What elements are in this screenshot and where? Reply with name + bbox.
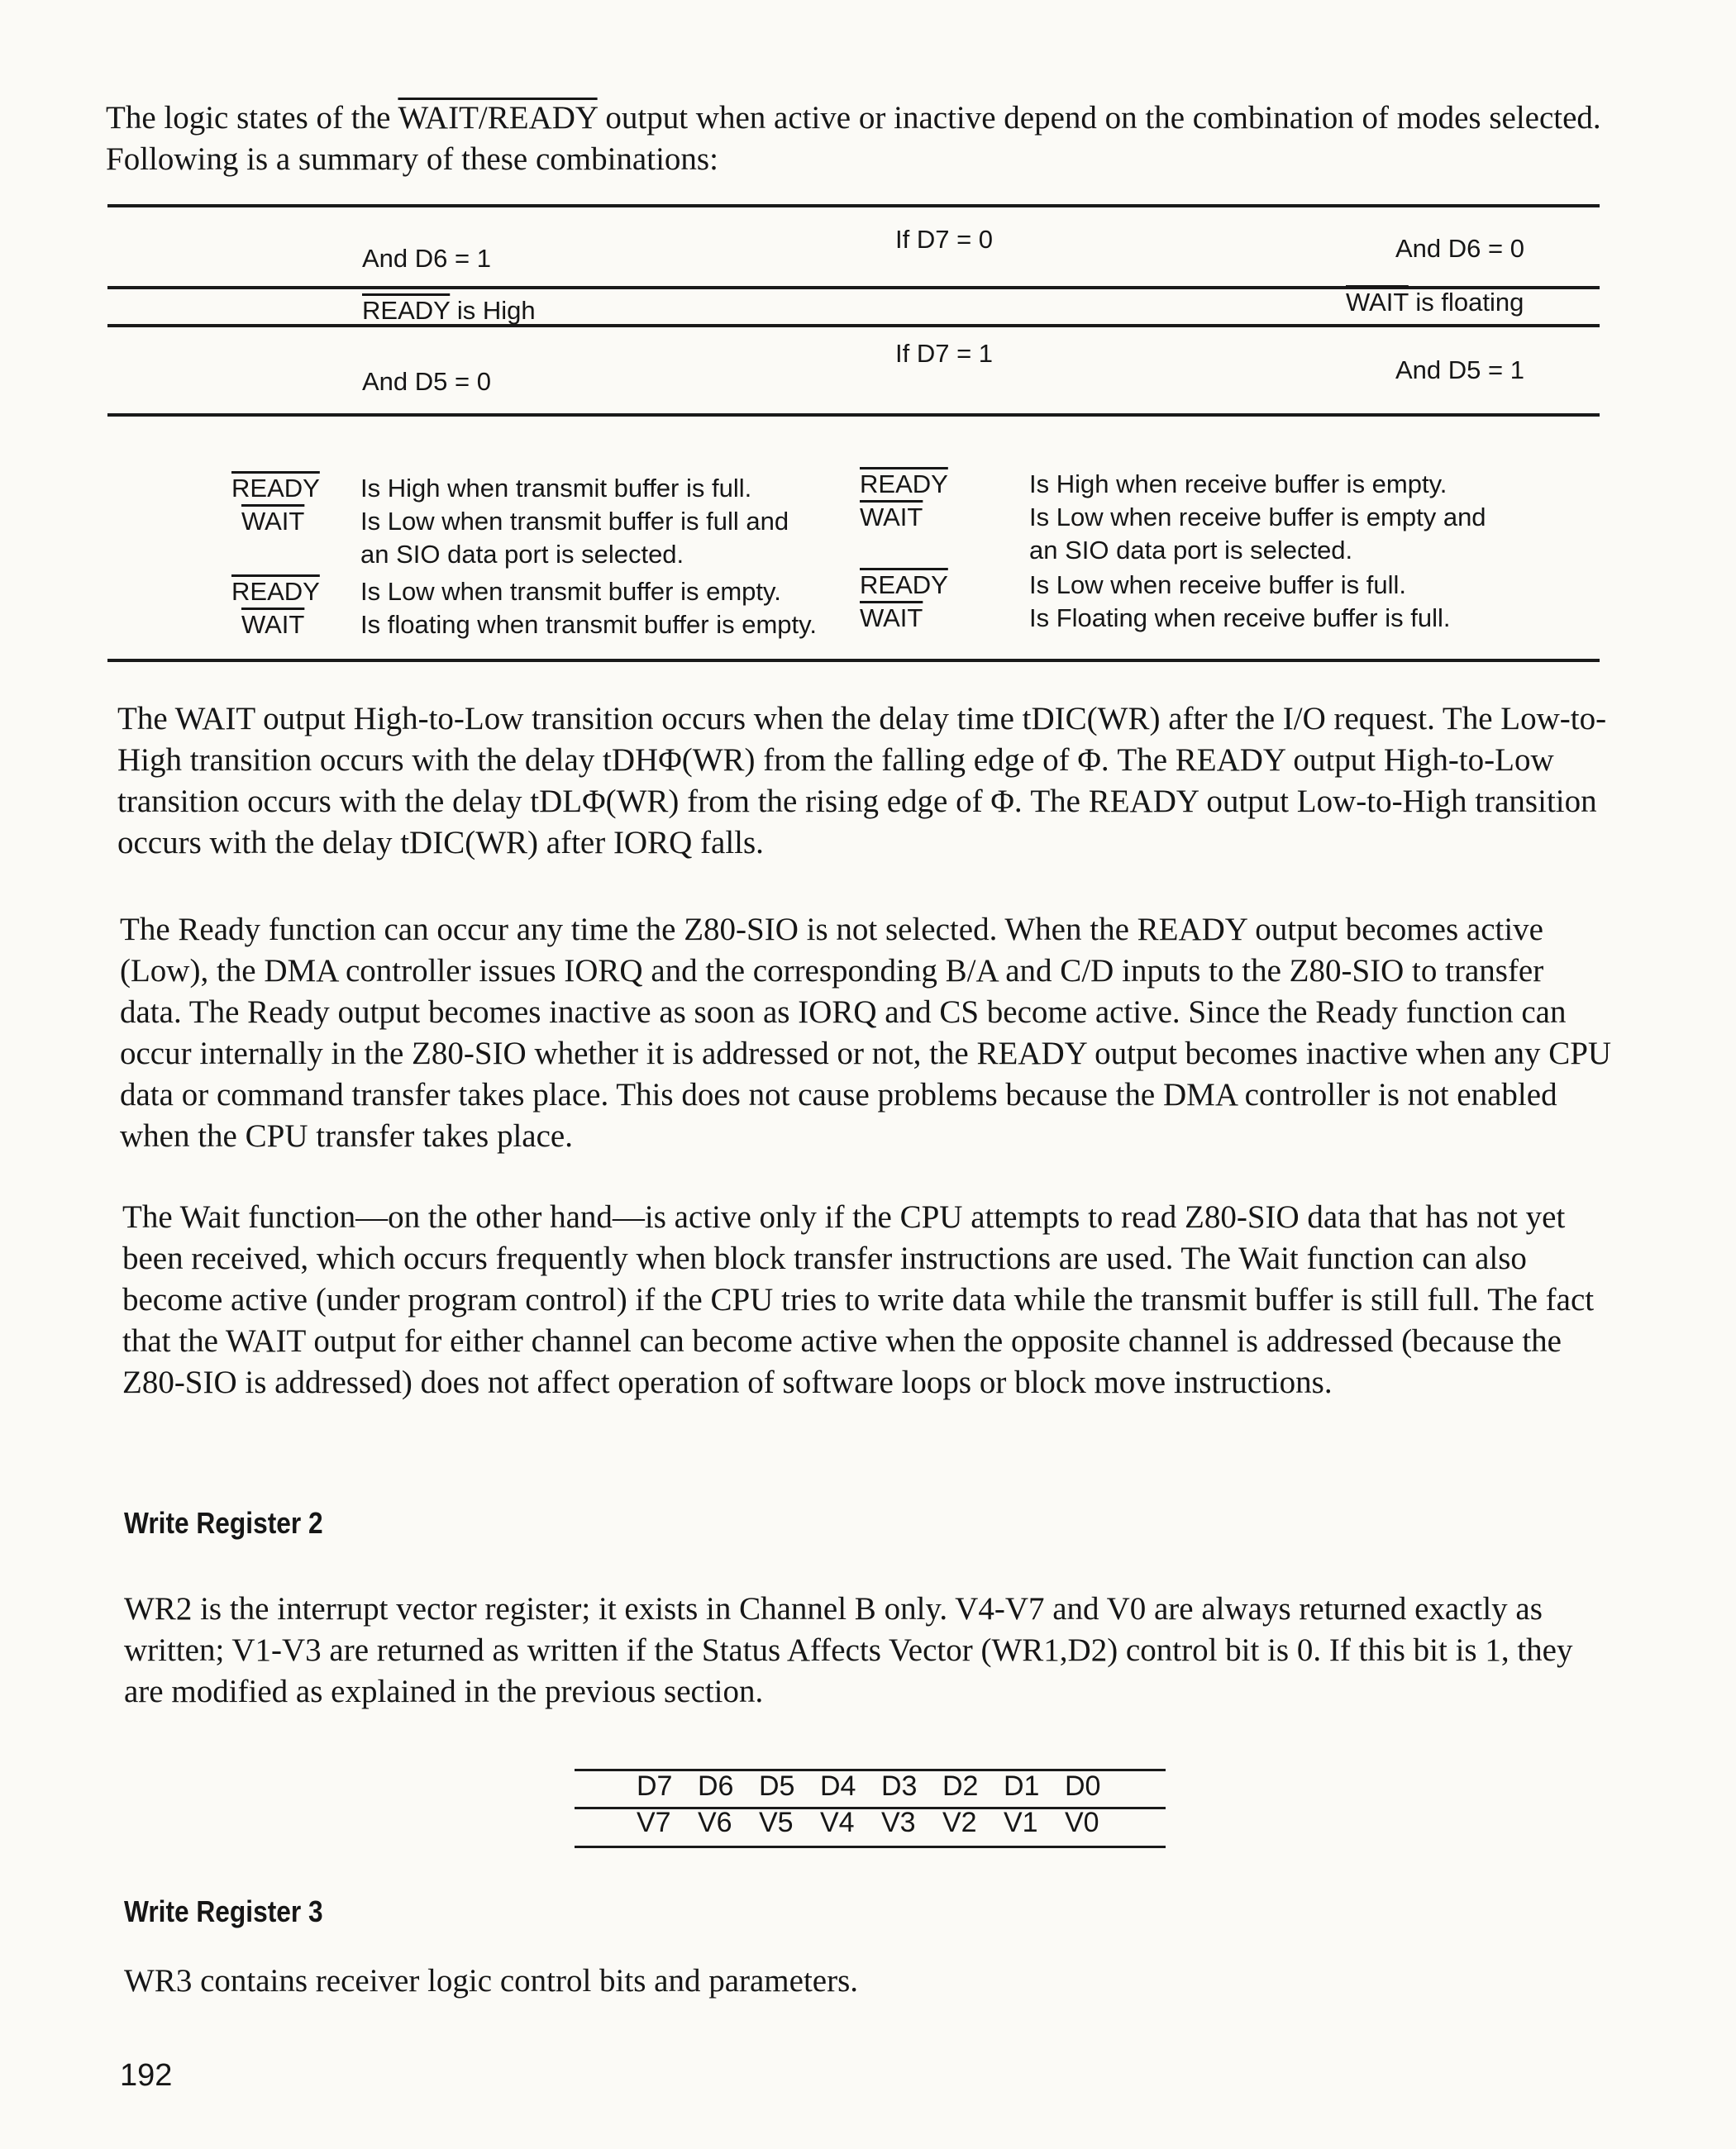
bit-d0: D0 bbox=[1065, 1770, 1101, 1802]
bits-bottom-rule bbox=[575, 1846, 1166, 1848]
bits-v-row bbox=[637, 1807, 1126, 1839]
bit-v6: V6 bbox=[698, 1807, 732, 1838]
right-signal-1: READY bbox=[860, 469, 948, 498]
paragraph-wait-function: The Wait function—on the other hand—is active only if the CPU attempts to read Z80-SIO data that has not yet been received, which occurs frequently when block transfer instructions are used. The Wait function can also become active (under program control) if the CPU tries to write data while the transmit buffer is still full. The fact that the WAIT output for either channel can become active when the opposite channel is addressed (because the Z80-SIO is addressed) does not affect operation of software loops or block move instructions. bbox=[122, 1199, 1595, 1400]
right-text-5: Is Floating when receive buffer is full. bbox=[1029, 603, 1451, 632]
paragraph-wait-transition: The WAIT output High-to-Low transition occurs when the delay time tDIC(WR) after the I/O request. The Low-to-High transition occurs with the delay tDHΦ(WR) from the falling edge of Φ. The READY output High-to-Low transition occurs with the delay tDLΦ(WR) from the rising edge of Φ. The READY output Low-to-High transition occurs with the delay tDIC(WR) after IORQ falls. bbox=[117, 701, 1607, 860]
bit-d7: D7 bbox=[637, 1770, 673, 1802]
right-text-3: an SIO data port is selected. bbox=[1029, 536, 1353, 565]
left-text-2: Is Low when transmit buffer is full and bbox=[360, 507, 789, 536]
right-text-4: Is Low when receive buffer is full. bbox=[1029, 570, 1407, 599]
left-signal-4: READY bbox=[231, 577, 320, 606]
paragraph-wr3: WR3 contains receiver logic control bits and parameters. bbox=[124, 1963, 859, 1999]
left-signal-1: READY bbox=[231, 474, 320, 503]
cond-d7-0: If D7 = 0 bbox=[895, 225, 994, 254]
left-text-4: Is Low when transmit buffer is empty. bbox=[360, 577, 781, 606]
table-rule-4 bbox=[107, 413, 1600, 417]
bit-v7: V7 bbox=[637, 1807, 671, 1838]
cond-d5-0: And D5 = 0 bbox=[362, 367, 491, 396]
cond-d6-1: And D6 = 1 bbox=[362, 244, 491, 273]
cond-d7-1: If D7 = 1 bbox=[895, 339, 994, 368]
wait-is-floating-text: is floating bbox=[1408, 288, 1524, 317]
bit-v2: V2 bbox=[942, 1807, 977, 1838]
table-rule-3 bbox=[107, 324, 1600, 327]
bit-v1: V1 bbox=[1004, 1807, 1038, 1838]
bit-d1: D1 bbox=[1004, 1770, 1040, 1802]
intro-paragraph bbox=[106, 98, 1619, 180]
left-text-1: Is High when transmit buffer is full. bbox=[360, 474, 752, 503]
left-text-5: Is floating when transmit buffer is empty. bbox=[360, 610, 817, 639]
intro-after: output when active or inactive depend on the combination of modes selected. Following is a summary of these combinations: bbox=[106, 100, 1601, 177]
cond-d6-0: And D6 = 0 bbox=[1395, 234, 1524, 263]
bit-d4: D4 bbox=[820, 1770, 856, 1802]
ready-is-high-text: is High bbox=[450, 296, 536, 325]
bit-v5: V5 bbox=[759, 1807, 794, 1838]
wait-signal: WAIT bbox=[1346, 288, 1409, 317]
wait-ready-signal: WAIT/READY bbox=[398, 100, 598, 136]
right-text-1: Is High when receive buffer is empty. bbox=[1029, 469, 1447, 498]
bit-d3: D3 bbox=[881, 1770, 918, 1802]
page-number: 192 bbox=[120, 2058, 173, 2093]
left-signal-2: WAIT bbox=[241, 507, 305, 536]
paragraph-ready-function: The Ready function can occur any time the Z80-SIO is not selected. When the READY output becomes active (Low), the DMA controller issues IORQ and the corresponding B/A and C/D inputs to the Z80-SIO to transfer data. The Ready output becomes inactive as soon as IORQ and CS become active. Since the Ready function can occur internally in the Z80-SIO whether it is addressed or not, the READY output becomes inactive when any CPU data or command transfer takes place. This does not cause problems because the DMA controller is not enabled when the CPU transfer takes place. bbox=[120, 912, 1612, 1154]
ready-signal: READY bbox=[362, 296, 451, 325]
cond-d5-1: And D5 = 1 bbox=[1395, 355, 1524, 384]
ready-is-high bbox=[362, 296, 536, 326]
bit-v3: V3 bbox=[881, 1807, 916, 1838]
paragraph-wr2: WR2 is the interrupt vector register; it exists in Channel B only. V4-V7 and V0 are always returned exactly as written; V1-V3 are returned as written if the Status Affects Vector (WR1,D2) control bit is 0. If this bit is 1, they are modified as explained in the previous section. bbox=[124, 1591, 1573, 1709]
left-signal-5: WAIT bbox=[241, 610, 305, 639]
bit-d2: D2 bbox=[942, 1770, 979, 1802]
table-bottom-rule bbox=[107, 659, 1600, 662]
wait-is-floating bbox=[1346, 288, 1524, 317]
bits-d-row bbox=[637, 1770, 1126, 1803]
right-text-2: Is Low when receive buffer is empty and bbox=[1029, 503, 1486, 531]
table-top-rule bbox=[107, 204, 1600, 207]
bit-v0: V0 bbox=[1065, 1807, 1099, 1838]
heading-write-register-3: Write Register 3 bbox=[124, 1894, 323, 1928]
right-signal-4: READY bbox=[860, 570, 948, 599]
right-signal-5: WAIT bbox=[860, 603, 923, 632]
bit-d5: D5 bbox=[759, 1770, 795, 1802]
right-signal-2: WAIT bbox=[860, 503, 923, 531]
intro-before: The logic states of the bbox=[106, 100, 398, 136]
heading-write-register-2: Write Register 2 bbox=[124, 1506, 323, 1540]
bit-v4: V4 bbox=[820, 1807, 855, 1838]
left-text-3: an SIO data port is selected. bbox=[360, 540, 684, 569]
bit-d6: D6 bbox=[698, 1770, 734, 1802]
